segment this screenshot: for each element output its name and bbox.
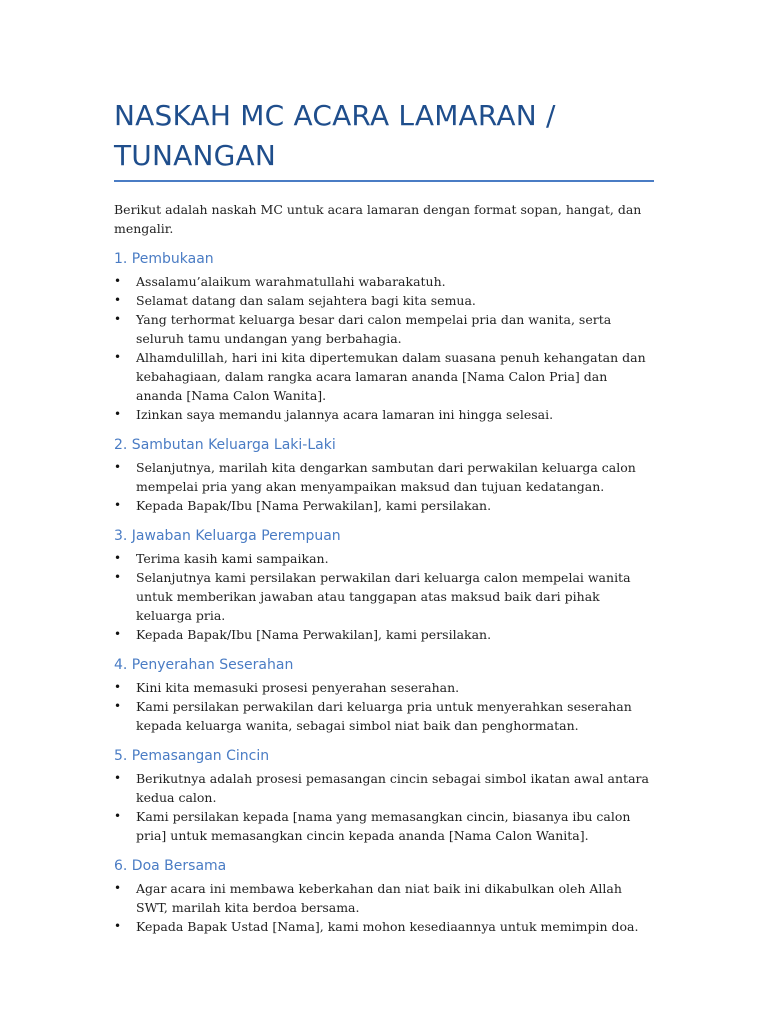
list-item <box>114 291 654 310</box>
list-item <box>114 917 654 936</box>
bullet-icon: • <box>114 699 122 713</box>
list-item <box>114 348 654 405</box>
list-item <box>114 405 654 424</box>
bullet-icon: • <box>114 570 122 584</box>
list-item-text: Selamat datang dan salam sejahtera bagi kita semua. <box>136 293 476 308</box>
document-body <box>114 200 654 936</box>
section-pemasangan-cincin <box>114 747 654 845</box>
bullet-icon: • <box>114 460 122 474</box>
list-item-text: Alhamdulillah, hari ini kita dipertemukan dalam suasana penuh kehangatan dan kebahagiaan, dalam rangka acara lamaran ananda [Nama Calon Pria] dan ananda [Nama Calon Wanita]. <box>136 350 646 403</box>
list-item-text: Kami persilakan kepada [nama yang memasangkan cincin, biasanya ibu calon pria] untuk memasangkan cincin kepada ananda [Nama Calon Wanita]. <box>136 809 631 843</box>
list-item <box>114 458 654 496</box>
list-item <box>114 496 654 515</box>
list-item <box>114 310 654 348</box>
section-doa-bersama <box>114 857 654 936</box>
section-heading: 3. Jawaban Keluarga Perempuan <box>114 528 341 544</box>
section-heading: 2. Sambutan Keluarga Laki-Laki <box>114 437 336 453</box>
bullet-list <box>114 549 654 644</box>
document-title: NASKAH MC ACARA LAMARAN / TUNANGAN <box>114 99 556 172</box>
list-item-text: Kepada Bapak/Ibu [Nama Perwakilan], kami persilakan. <box>136 498 492 513</box>
list-item-text: Kami persilakan perwakilan dari keluarga pria untuk menyerahkan seserahan kepada keluarga wanita, sebagai simbol niat baik dan penghormatan. <box>136 699 632 733</box>
bullet-icon: • <box>114 350 122 364</box>
bullet-list <box>114 272 654 424</box>
list-item-text: Selanjutnya kami persilakan perwakilan dari keluarga calon mempelai wanita untuk memberikan jawaban atau tanggapan atas maksud baik dari pihak keluarga pria. <box>136 570 631 623</box>
section-jawaban-keluarga-perempuan <box>114 527 654 644</box>
list-item <box>114 879 654 917</box>
bullet-list <box>114 879 654 936</box>
section-heading: 4. Penyerahan Seserahan <box>114 657 294 673</box>
list-item-text: Izinkan saya memandu jalannya acara lamaran ini hingga selesai. <box>136 407 554 422</box>
bullet-icon: • <box>114 771 122 785</box>
intro-paragraph: Berikut adalah naskah MC untuk acara lamaran dengan format sopan, hangat, dan mengalir. <box>114 202 642 236</box>
section-heading: 6. Doa Bersama <box>114 858 227 874</box>
section-heading: 1. Pembukaan <box>114 251 214 267</box>
bullet-list <box>114 458 654 515</box>
list-item <box>114 678 654 697</box>
list-item <box>114 568 654 625</box>
list-item-text: Berikutnya adalah prosesi pemasangan cincin sebagai simbol ikatan awal antara kedua calon. <box>136 771 649 805</box>
list-item-text: Terima kasih kami sampaikan. <box>136 551 329 566</box>
list-item <box>114 807 654 845</box>
list-item <box>114 625 654 644</box>
title-underline <box>114 180 654 182</box>
section-penyerahan-seserahan <box>114 656 654 735</box>
bullet-icon: • <box>114 312 122 326</box>
bullet-icon: • <box>114 293 122 307</box>
list-item-text: Kepada Bapak Ustad [Nama], kami mohon kesediaannya untuk memimpin doa. <box>136 919 639 934</box>
section-pembukaan <box>114 250 654 424</box>
list-item-text: Assalamu’alaikum warahmatullahi wabarakatuh. <box>136 274 446 289</box>
bullet-icon: • <box>114 680 122 694</box>
list-item <box>114 549 654 568</box>
bullet-icon: • <box>114 498 122 512</box>
list-item-text: Kini kita memasuki prosesi penyerahan seserahan. <box>136 680 460 695</box>
list-item-text: Yang terhormat keluarga besar dari calon mempelai pria dan wanita, serta seluruh tamu undangan yang berbahagia. <box>136 312 612 346</box>
bullet-list <box>114 678 654 735</box>
bullet-icon: • <box>114 274 122 288</box>
bullet-icon: • <box>114 809 122 823</box>
bullet-list <box>114 769 654 845</box>
list-item <box>114 769 654 807</box>
list-item <box>114 697 654 735</box>
list-item-text: Kepada Bapak/Ibu [Nama Perwakilan], kami persilakan. <box>136 627 492 642</box>
bullet-icon: • <box>114 551 122 565</box>
bullet-icon: • <box>114 881 122 895</box>
section-sambutan-keluarga-laki-laki <box>114 436 654 515</box>
section-heading: 5. Pemasangan Cincin <box>114 748 270 764</box>
bullet-icon: • <box>114 627 122 641</box>
list-item-text: Selanjutnya, marilah kita dengarkan sambutan dari perwakilan keluarga calon mempelai pria yang akan menyampaikan maksud dan tujuan kedatangan. <box>136 460 636 494</box>
bullet-icon: • <box>114 407 122 421</box>
bullet-icon: • <box>114 919 122 933</box>
list-item <box>114 272 654 291</box>
list-item-text: Agar acara ini membawa keberkahan dan niat baik ini dikabulkan oleh Allah SWT, marilah kita berdoa bersama. <box>136 881 622 915</box>
